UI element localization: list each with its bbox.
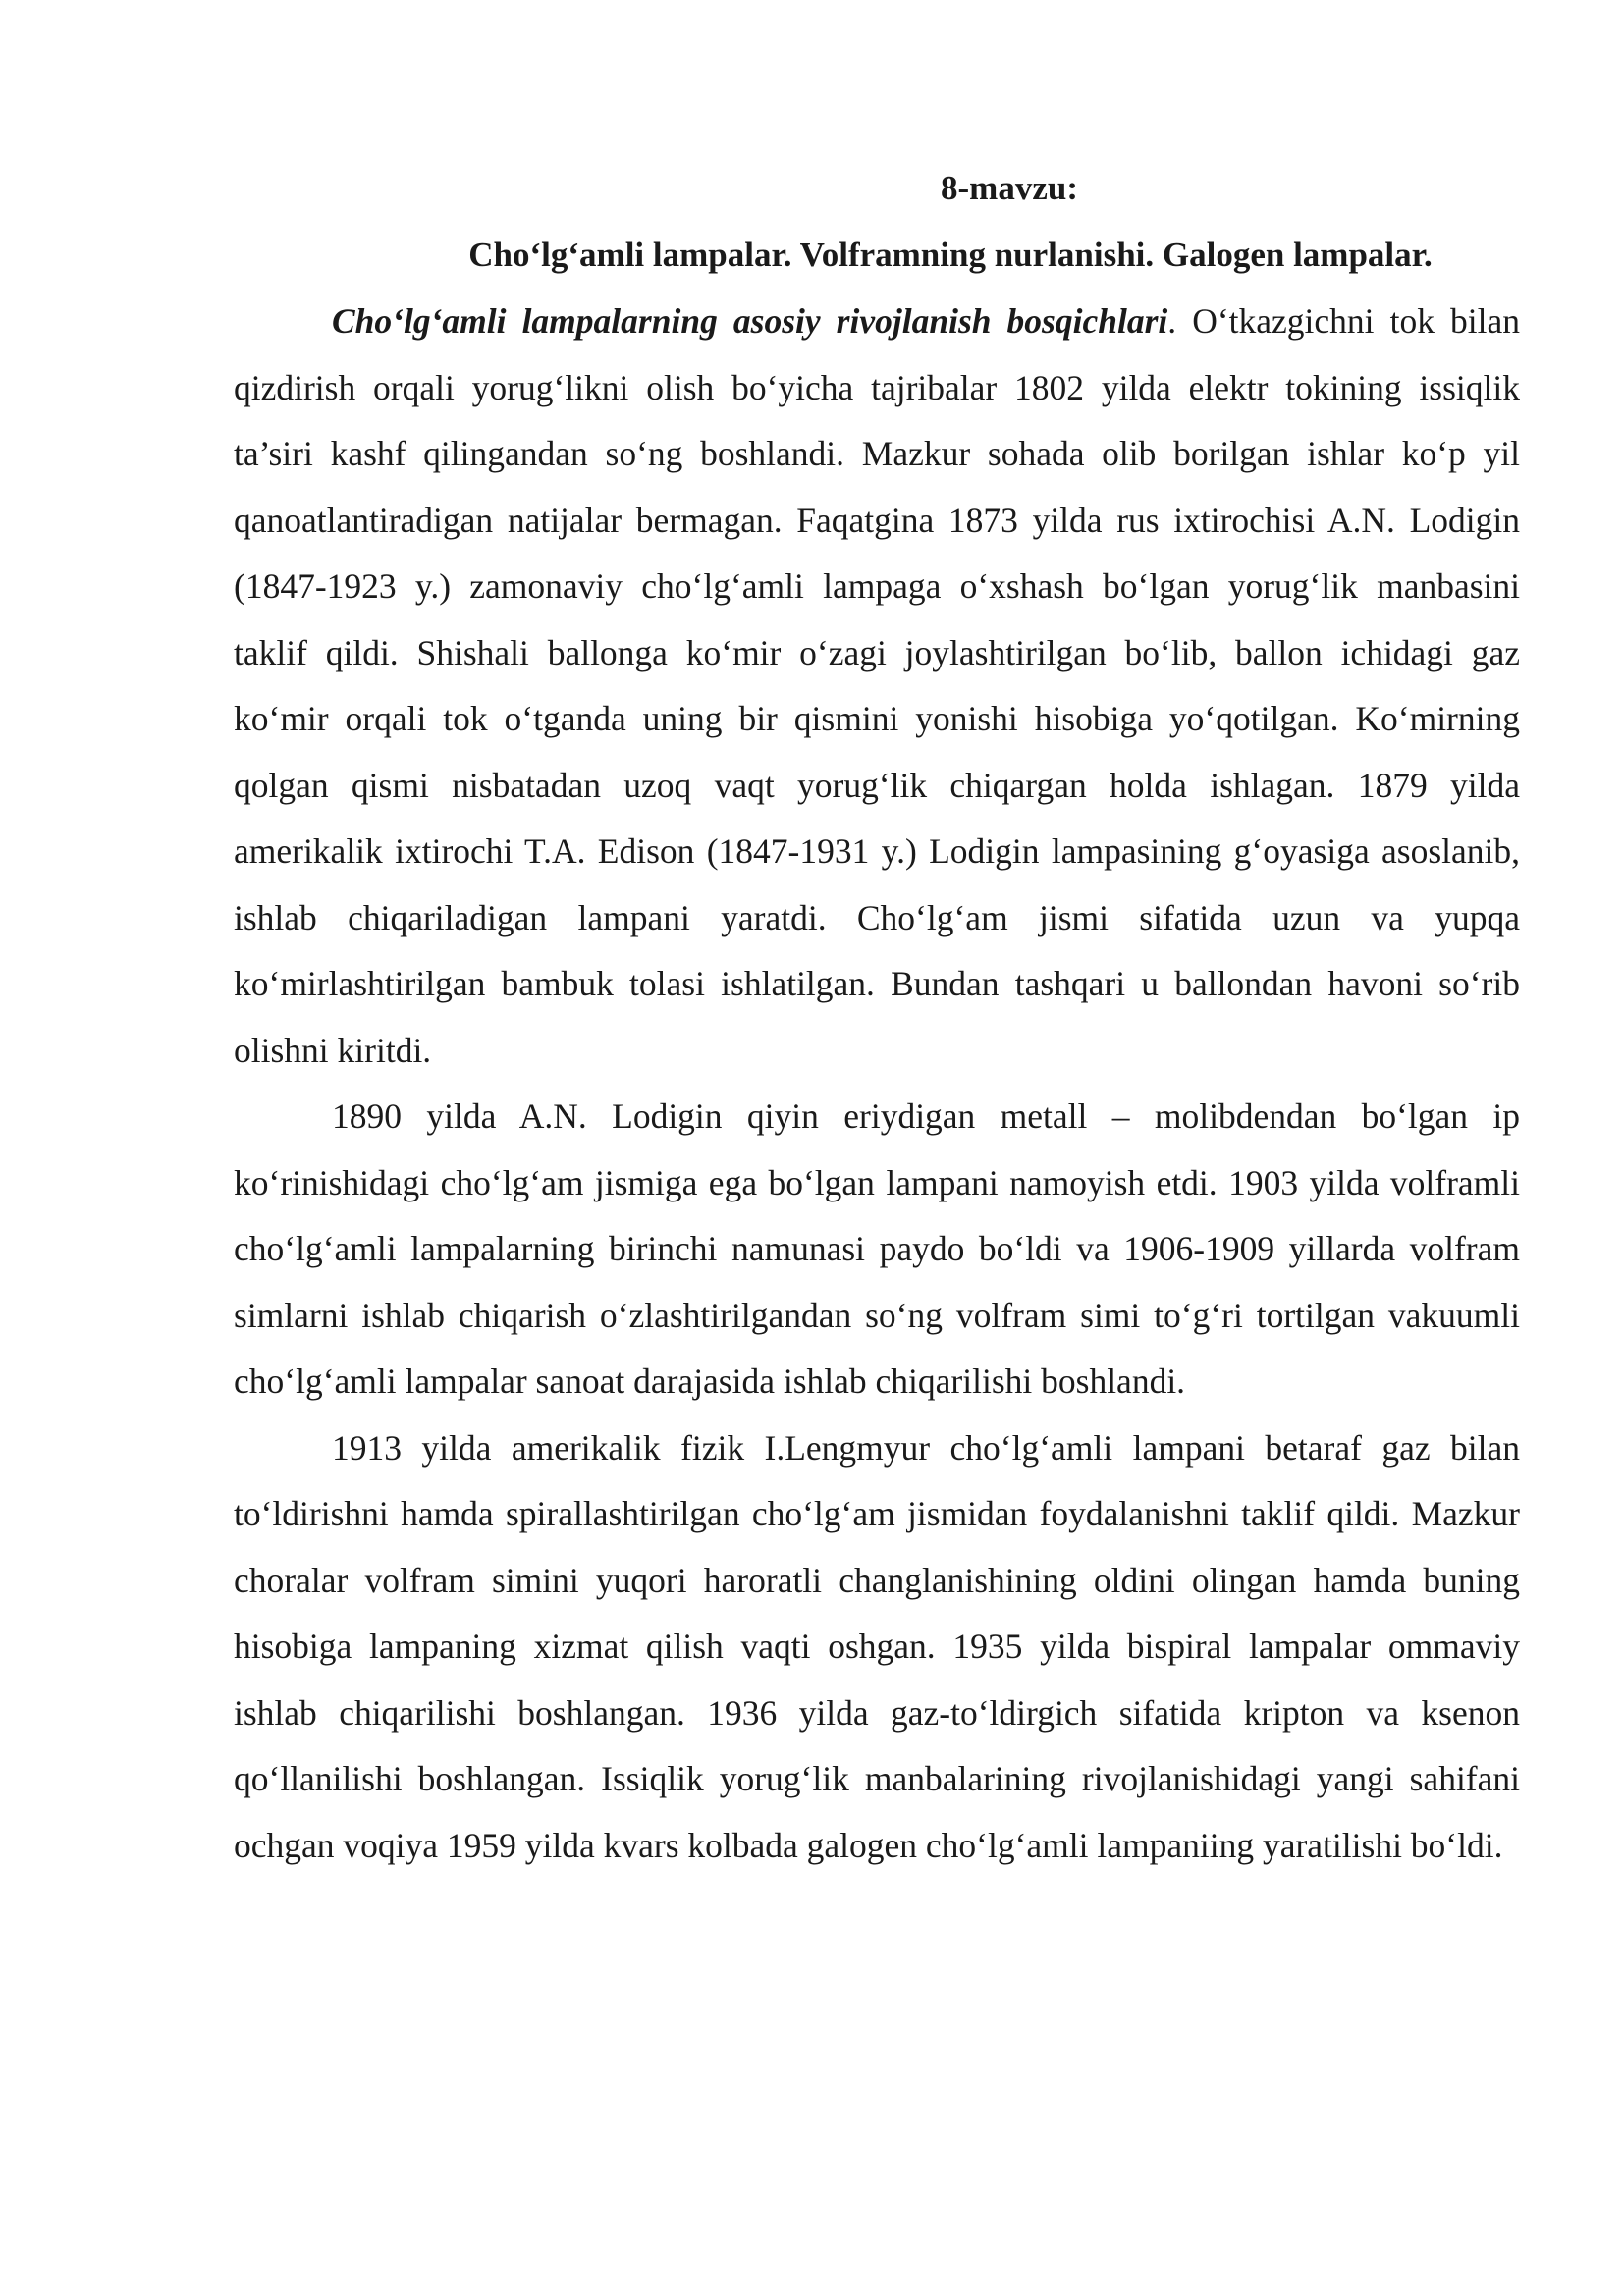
- paragraph-1-lead: Cho‘lg‘amli lampalarning asosiy rivojlanish bosqichlari: [332, 301, 1168, 341]
- paragraph-1: [234, 289, 1520, 1084]
- paragraph-1-text: . O‘tkazgichni tok bilan qizdirish orqali yorug‘likni olish bo‘yicha tajribalar 1802 yilda elektr tokining issiqlik ta’siri kashf qilingandan so‘ng boshlandi. Mazkur sohada olib borilgan ishlar ko‘p yil qanoatlantiradigan natijalar bermagan. Faqatgina 1873 yilda rus ixtirochisi A.N. Lodigin (1847-1923 y.) zamonaviy cho‘lg‘amli lampaga o‘xshash bo‘lgan yorug‘lik manbasini taklif qildi. Shishali ballonga ko‘mir o‘zagi joylashtirilgan bo‘lib, ballon ichidagi gaz ko‘mir orqali tok o‘tganda uning bir qismini yonishi hisobiga yo‘qotilgan. Ko‘mirning qolgan qismi nisbatadan uzoq vaqt yorug‘lik chiqargan holda ishlagan. 1879 yilda amerikalik ixtirochi T.A. Edison (1847-1931 y.) Lodigin lampasining g‘oyasiga asoslanib, ishlab chiqariladigan lampani yaratdi. Cho‘lg‘am jismi sifatida uzun va yupqa ko‘mirlashtirilgan bambuk tolasi ishlatilgan. Bundan tashqari u ballondan havoni so‘rib olishni kiritdi.: [234, 301, 1520, 1070]
- topic-title: Cho‘lg‘amli lampalar. Volframning nurlanishi. Galogen lampalar.: [468, 236, 1433, 274]
- paragraph-2-text: 1890 yilda A.N. Lodigin qiyin eriydigan metall – molibdendan bo‘lgan ip ko‘rinishidagi cho‘lg‘am jismiga ega bo‘lgan lampani namoyish etdi. 1903 yilda volframli cho‘lg‘amli lampalarning birinchi namunasi paydo bo‘ldi va 1906-1909 yillarda volfram simlarni ishlab chiqarish o‘zlashtirilgandan so‘ng volfram simi to‘g‘ri tortilgan vakuumli cho‘lg‘amli lampalar sanoat darajasida ishlab chiqarilishi boshlandi.: [234, 1096, 1520, 1401]
- document-page: [234, 155, 1520, 1879]
- paragraph-2: [234, 1084, 1520, 1415]
- paragraph-3: [234, 1415, 1520, 1880]
- paragraph-3-text: 1913 yilda amerikalik fizik I.Lengmyur cho‘lg‘amli lampani betaraf gaz bilan to‘ldirishni hamda spirallashtirilgan cho‘lg‘am jismidan foydalanishni taklif qildi. Mazkur choralar volfram simini yuqori haroratli changlanishining oldini olingan hamda buning hisobiga lampaning xizmat qilish vaqti oshgan. 1935 yilda bispiral lampalar ommaviy ishlab chiqarilishi boshlangan. 1936 yilda gaz-to‘ldirgich sifatida kripton va ksenon qo‘llanilishi boshlangan. Issiqlik yorug‘lik manbalarining rivojlanishidagi yangi sahifani ochgan voqiya 1959 yilda kvars kolbada galogen cho‘lg‘amli lampaniing yaratilishi bo‘ldi.: [234, 1427, 1520, 1865]
- topic-number: 8-mavzu:: [941, 169, 1078, 207]
